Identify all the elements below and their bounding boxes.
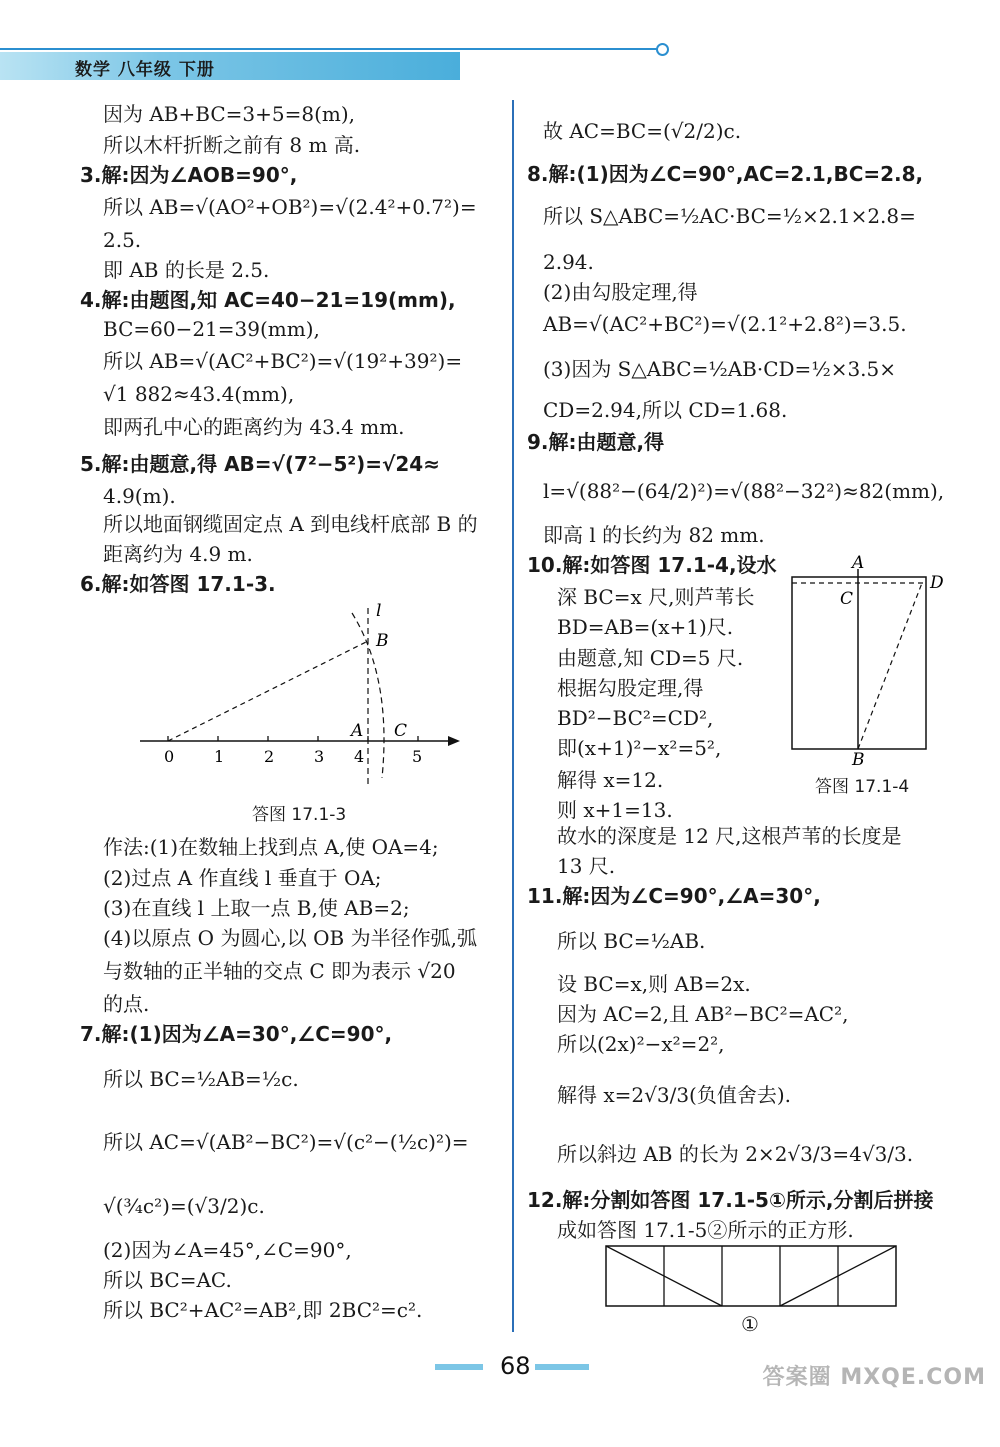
tick-label: 3 [314,747,325,766]
problem-3-line: 3.解:因为∠AOB=90°, [80,163,298,187]
tick-label: 1 [214,747,225,766]
problem-4-line: 4.解:由题图,知 AC=40−21=19(mm), [80,288,456,312]
right-line: 所以斜边 AB 的长为 2×2√3/3=4√3/3. [557,1142,914,1166]
left-line: 所以 AB=√(AC²+BC²)=√(19²+39²)= [103,349,463,373]
problem-11-line: 11.解:因为∠C=90°,∠A=30°, [527,884,821,908]
left-line: 作法:(1)在数轴上找到点 A,使 OA=4; [103,835,439,859]
tick-label: 0 [164,747,175,766]
left-line: 所以 AC=√(AB²−BC²)=√(c²−(½c)²)= [103,1130,469,1154]
problem-10-line: 10.解:如答图 17.1-4,设水 [527,553,777,577]
right-line: 设 BC=x,则 AB=2x. [557,972,751,996]
left-line: 所以地面钢缆固定点 A 到电线杆底部 B 的 [103,512,478,536]
right-line: CD=2.94,所以 CD=1.68. [543,398,788,422]
problem-8-line: 8.解:(1)因为∠C=90°,AC=2.1,BC=2.8, [527,162,924,186]
figure-label: ① [741,1312,759,1336]
figure-caption: 答图 17.1-3 [252,805,347,825]
left-line: 与数轴的正半轴的交点 C 即为表示 √20 [103,959,456,983]
header-rule [0,48,662,50]
left-line: 距离约为 4.9 m. [103,542,253,566]
right-line: l=√(88²−(64/2)²)=√(88²−32²)≈82(mm), [543,479,945,503]
figure-17-1-4 [788,555,960,765]
label-a: A [852,555,865,573]
left-line: √1 882≈43.4(mm), [103,382,295,406]
problem-9-line: 9.解:由题意,得 [527,430,665,454]
right-line: 则 x+1=13. [557,798,673,822]
header-dot [656,43,669,56]
label-l: l [376,601,382,621]
left-line: 2.5. [103,228,142,252]
left-line: 4.9(m). [103,484,176,508]
label-b: B [376,631,389,651]
label-c: C [394,721,408,741]
label-b: B [852,750,865,765]
left-line: 的点. [103,992,150,1016]
right-line: AB=√(AC²+BC²)=√(2.1²+2.8²)=3.5. [543,312,907,336]
right-line: 根据勾股定理,得 [557,676,704,700]
left-line: 所以 BC=½AB=½c. [103,1067,299,1091]
right-line: 解得 x=12. [557,768,664,792]
footer-decoration-right [535,1364,589,1370]
problem-5-line: 5.解:由题意,得 AB=√(7²−5²)=√24≈ [80,452,440,476]
left-line: 即两孔中心的距离约为 43.4 mm. [103,415,405,439]
left-line: (2)因为∠A=45°,∠C=90°, [103,1238,352,1262]
right-line: 所以 BC=½AB. [557,929,706,953]
problem-7-line: 7.解:(1)因为∠A=30°,∠C=90°, [80,1022,393,1046]
figure-17-1-3 [130,598,475,808]
left-line: (4)以原点 O 为圆心,以 OB 为半径作弧,弧 [103,926,477,950]
column-divider [512,100,514,1332]
left-line: (2)过点 A 作直线 l 垂直于 OA; [103,866,382,890]
problem-6-line: 6.解:如答图 17.1-3. [80,572,276,596]
tick-label: 2 [264,747,275,766]
header-title: 数学 八年级 下册 [75,60,215,80]
label-c: C [840,589,854,609]
right-line: 解得 x=2√3/3(负值舍去). [557,1083,792,1107]
left-line: BC=60−21=39(mm), [103,317,320,341]
label-d: D [930,573,944,593]
left-line: (3)在直线 l 上取一点 B,使 AB=2; [103,896,410,920]
figure-caption: 答图 17.1-4 [815,777,910,797]
right-line: 深 BC=x 尺,则芦苇长 [557,585,755,609]
watermark-logo: 答案圈 MXQE.COM [762,1365,986,1390]
left-line: 所以木杆折断之前有 8 m 高. [103,133,361,157]
right-line: 成如答图 17.1-5②所示的正方形. [557,1218,854,1242]
left-line: 所以 AB=√(AO²+OB²)=√(2.4²+0.7²)= [103,195,477,219]
left-line: 所以 BC=AC. [103,1268,232,1292]
right-line: 由题意,知 CD=5 尺. [557,646,744,670]
tick-label: 5 [412,747,423,766]
right-line: 因为 AC=2,且 AB²−BC²=AC², [557,1002,849,1026]
tick-label: 4 [354,747,365,766]
problem-12-line: 12.解:分割如答图 17.1-5①所示,分割后拼接 [527,1188,934,1212]
right-line: (2)由勾股定理,得 [543,280,698,304]
left-line: 所以 BC²+AC²=AB²,即 2BC²=c². [103,1298,423,1322]
right-line: BD=AB=(x+1)尺. [557,615,734,639]
right-line: BD²−BC²=CD², [557,706,714,730]
right-line: 故水的深度是 12 尺,这根芦苇的长度是 [557,824,902,848]
right-line: 13 尺. [557,854,616,878]
right-line: 故 AC=BC=(√2/2)c. [543,119,742,143]
left-line: 即 AB 的长是 2.5. [103,258,270,282]
right-line: 所以(2x)²−x²=2², [557,1032,725,1056]
left-line: √(¾c²)=(√3/2)c. [103,1194,265,1218]
right-line: 2.94. [543,250,594,274]
right-line: 所以 S△ABC=½AC·BC=½×2.1×2.8= [543,204,916,228]
figure-17-1-5 [604,1244,900,1310]
right-line: 即(x+1)²−x²=5², [557,736,722,760]
right-line: (3)因为 S△ABC=½AB·CD=½×3.5× [543,357,897,381]
right-line: 即高 l 的长约为 82 mm. [543,523,765,547]
label-a: A [351,721,364,741]
page-number: 68 [500,1352,531,1380]
footer-decoration-left [435,1364,483,1370]
header-band [0,52,460,80]
left-line: 因为 AB+BC=3+5=8(m), [103,102,356,126]
